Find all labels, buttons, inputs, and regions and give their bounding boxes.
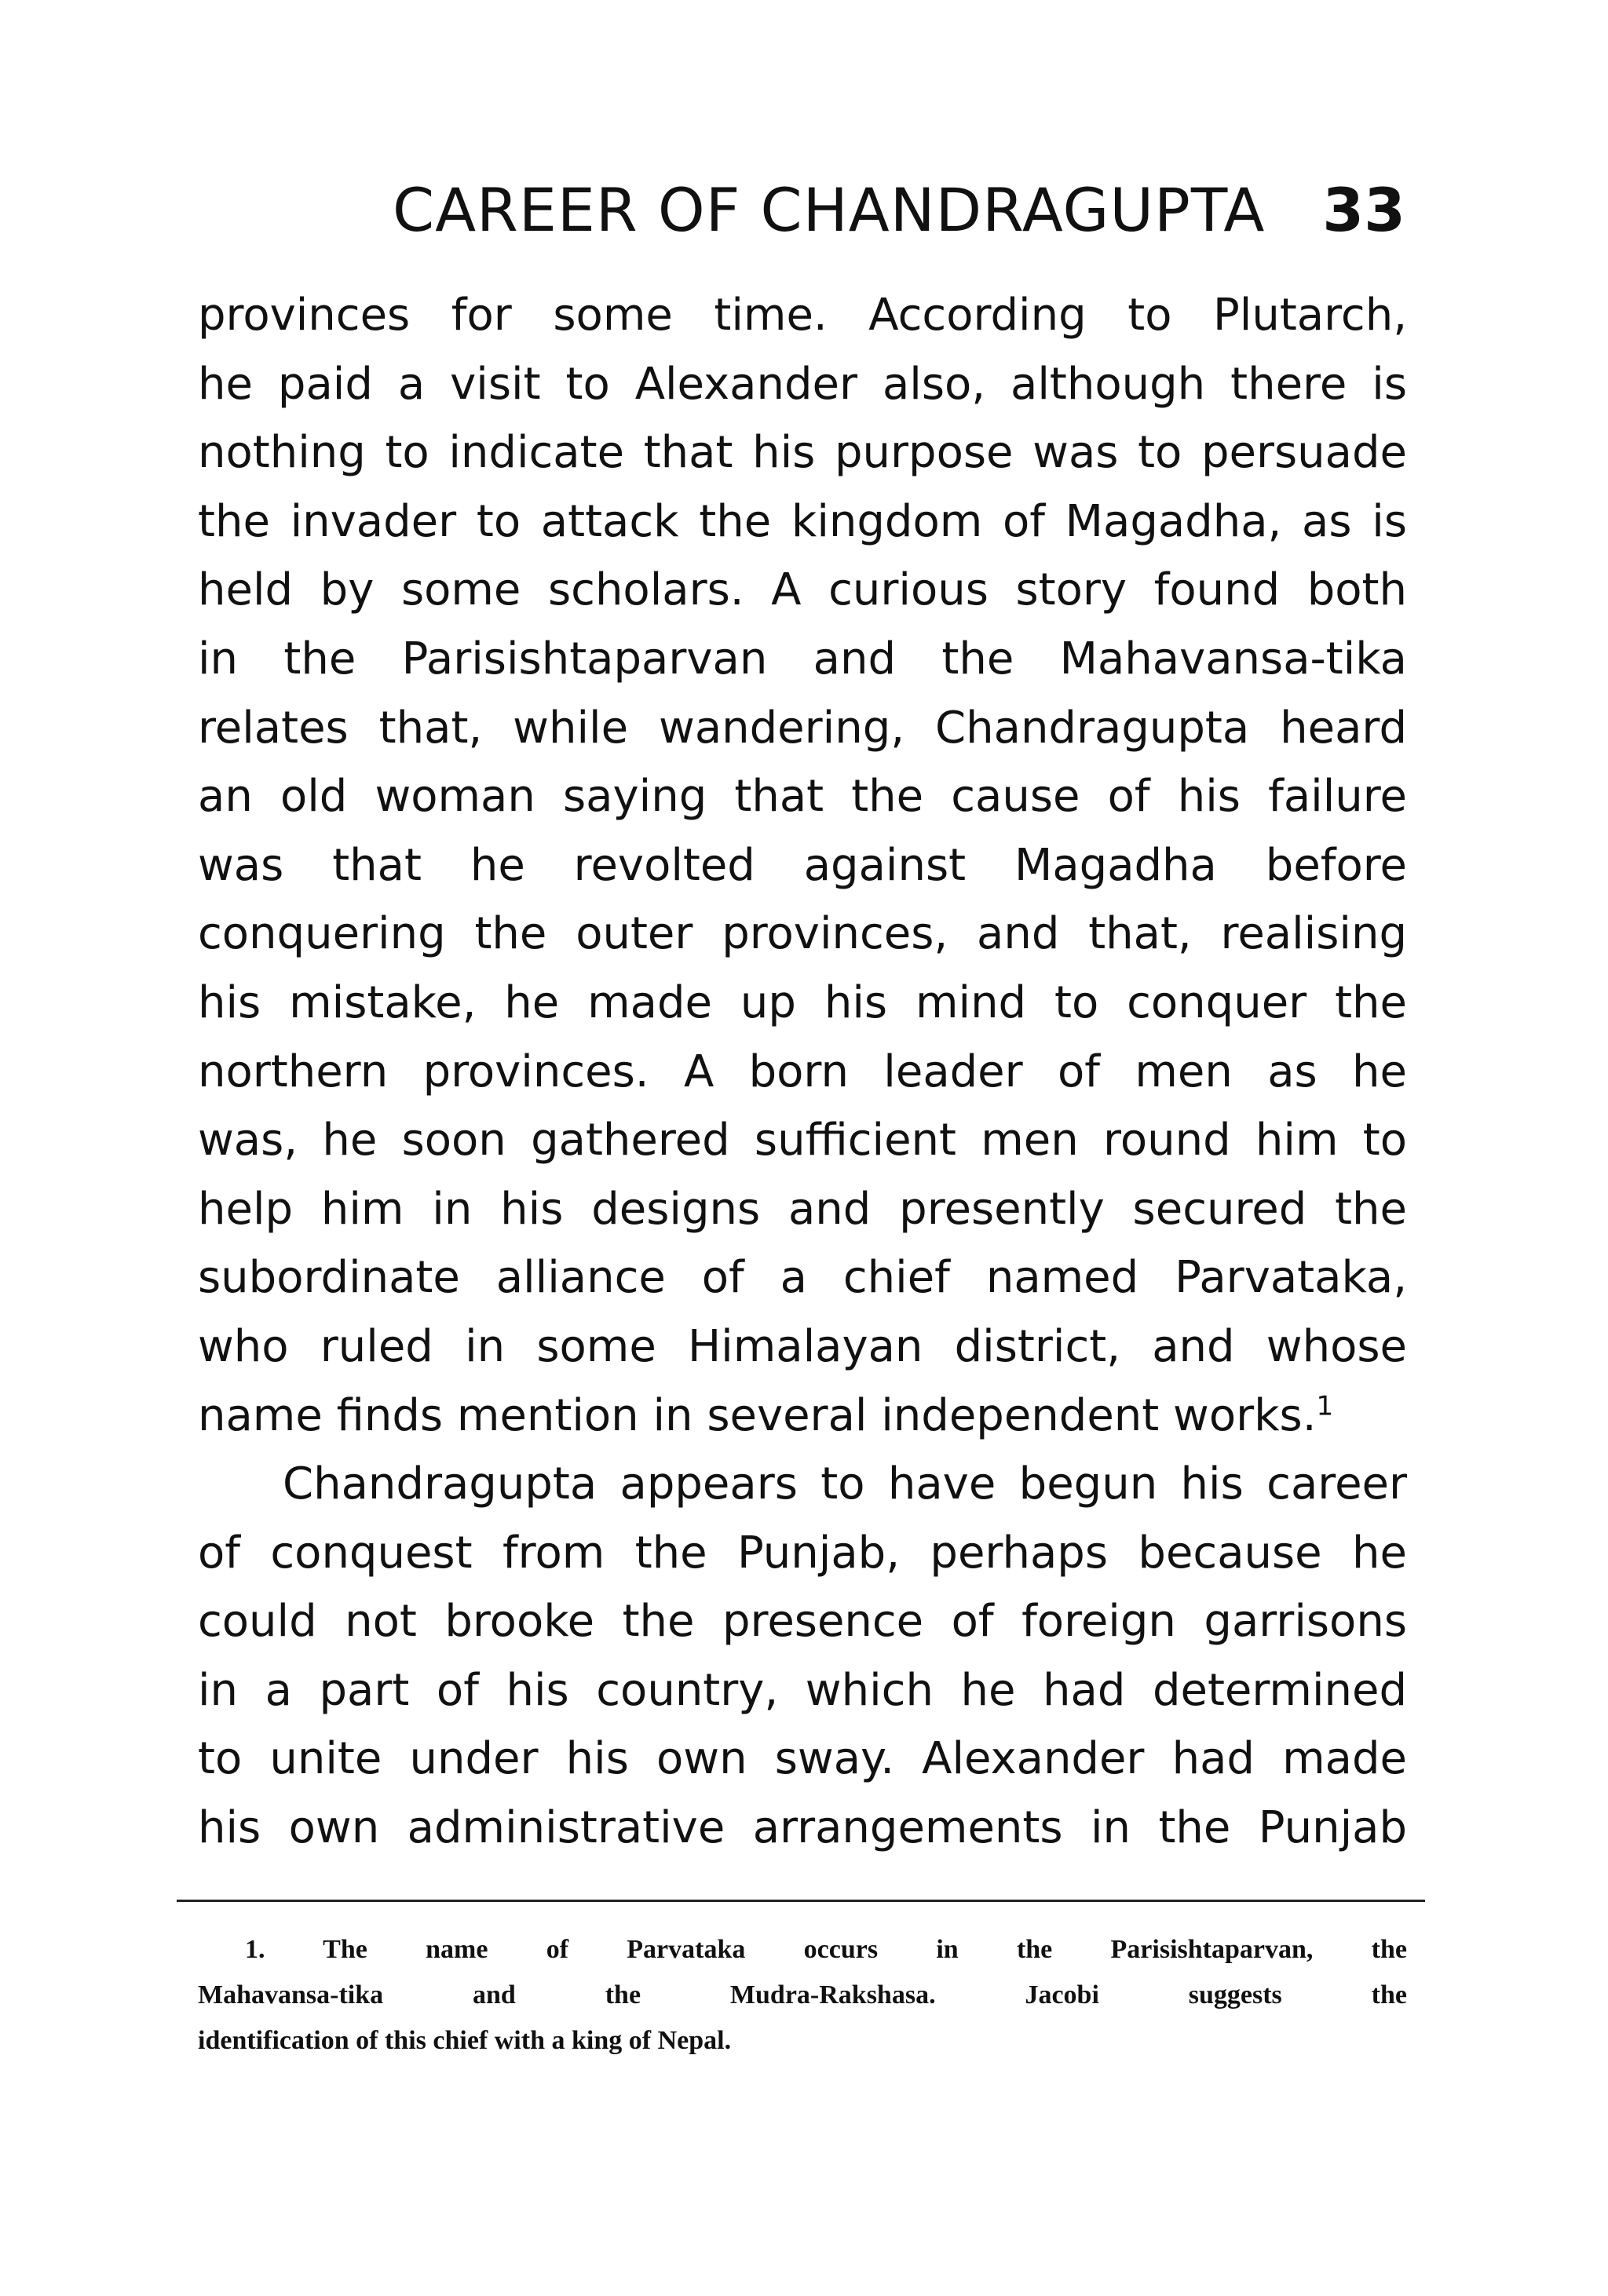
paragraph-start-line: Chandragupta appears to have begun his career [283, 1458, 1407, 1510]
text-line: he paid a visit to Alexander also, although there is [198, 358, 1407, 410]
footnote-divider [177, 1900, 1425, 1902]
footnotes [198, 1927, 1407, 2064]
text-line: could not brooke the presence of foreign garrisons [198, 1596, 1407, 1648]
text-line: conquering the outer provinces, and that, realising [198, 908, 1407, 960]
text-line: northern provinces. A born leader of men as he [198, 1046, 1407, 1097]
footnote-marker: 1 [1316, 1389, 1334, 1422]
text-line: the invader to attack the kingdom of Magadha, as is [198, 495, 1407, 547]
text-line: was, he soon gathered sufficient men round him to [198, 1115, 1407, 1166]
text-line: was that he revolted against Magadha before [198, 839, 1407, 891]
running-title: CAREER OF CHANDRAGUPTA [393, 175, 1266, 245]
text-line: his mistake, he made up his mind to conquer the [198, 976, 1407, 1028]
text-line: who ruled in some Himalayan district, and whose [198, 1320, 1407, 1372]
text-line: provinces for some time. According to Plutarch, [198, 290, 1407, 341]
text-line: subordinate alliance of a chief named Parvataka, [198, 1252, 1407, 1304]
text-line: his own administrative arrangements in the Punjab [198, 1802, 1407, 1854]
text-line: held by some scholars. A curious story found both [198, 564, 1407, 616]
text-line-with-footnote [198, 1382, 1407, 1451]
text-line: relates that, while wandering, Chandragupta heard [198, 702, 1407, 754]
main-text [198, 281, 1407, 1863]
text-line: nothing to indicate that his purpose was to persuade [198, 427, 1407, 479]
text-line: an old woman saying that the cause of his failure [198, 771, 1407, 823]
footnote-line: identification of this chief with a king of Nepal. [198, 2026, 732, 2055]
text-line: name finds mention in several independent works. [198, 1389, 1317, 1441]
text-line: in the Parisishtaparvan and the Mahavansa-tika [198, 633, 1407, 684]
footnote-line: Mahavansa-tika and the Mudra-Rakshasa. Jacobi suggests the [198, 1980, 1407, 2009]
footnote-line: 1. The name of Parvataka occurs in the Parisishtaparvan, the [245, 1935, 1407, 1964]
text-line: help him in his designs and presently secured the [198, 1183, 1407, 1235]
text-line: of conquest from the Punjab, perhaps because he [198, 1527, 1407, 1579]
page-number: 33 [1322, 175, 1405, 245]
text-line: in a part of his country, which he had determined [198, 1664, 1407, 1716]
text-line: to unite under his own sway. Alexander had made [198, 1733, 1407, 1785]
page-header [393, 171, 1405, 257]
